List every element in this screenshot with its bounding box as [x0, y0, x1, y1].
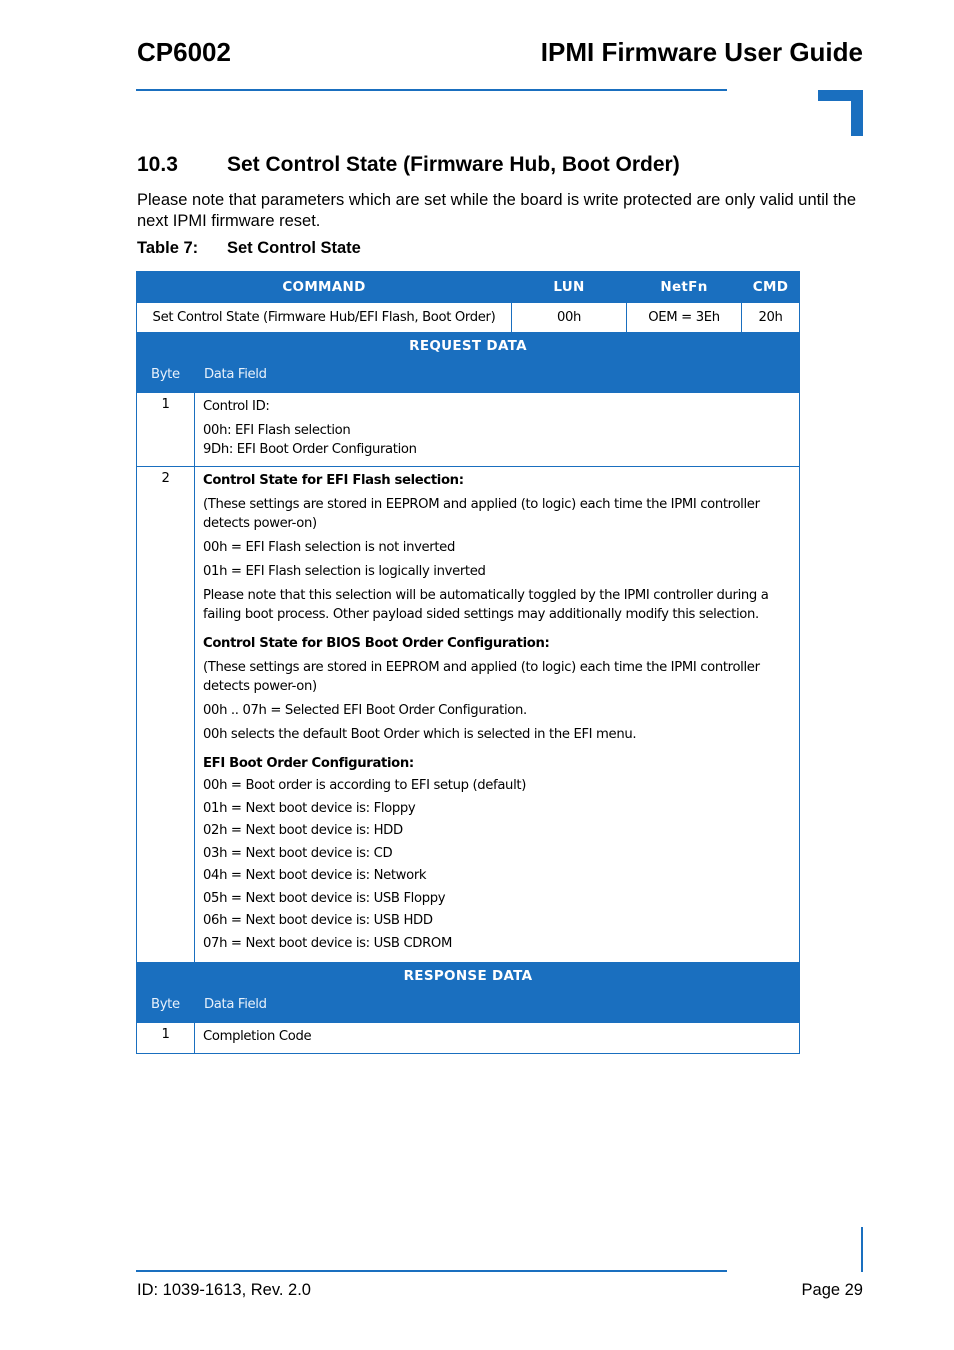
list-item: 02h = Next boot device is: HDD — [203, 823, 403, 838]
list-item: 07h = Next boot device is: USB CDROM — [203, 935, 452, 951]
corner-mark-vertical — [851, 90, 863, 136]
response-data-title: RESPONSE DATA — [403, 968, 533, 984]
response-col-field: Data Field — [204, 997, 267, 1012]
field-line: 00h: EFI Flash selection — [203, 423, 351, 438]
list-item: 04h = Next boot device is: Network — [203, 868, 427, 883]
response-header — [137, 963, 800, 1023]
doc-id: CP6002 — [137, 37, 231, 67]
footer-doc-id: ID: 1039-1613, Rev. 2.0 — [137, 1281, 311, 1299]
list-item: 00h = Boot order is according to EFI setup (default) — [203, 778, 526, 793]
field-line: 9Dh: EFI Boot Order Configuration — [203, 442, 417, 457]
byte-cell: 1 — [137, 1023, 195, 1054]
col-lun: LUN — [512, 272, 627, 303]
field-heading: EFI Boot Order Configuration: — [203, 756, 414, 771]
list-item: 01h = Next boot device is: Floppy — [203, 800, 416, 816]
request-header — [137, 333, 800, 393]
field-line: 00h = EFI Flash selection is not inverted — [203, 540, 455, 555]
byte-cell: 2 — [137, 467, 195, 963]
command-lun: 00h — [512, 303, 627, 333]
field-note: (These settings are stored in EEPROM and applied (to logic) each time the IPMI controller detects power-on) — [203, 660, 760, 694]
field-line: 00h selects the default Boot Order which is selected in the EFI menu. — [203, 727, 637, 742]
page-number: Page 29 — [801, 1281, 863, 1299]
footer-corner-mark — [861, 1227, 863, 1272]
field-line: Completion Code — [203, 1029, 312, 1044]
table-row — [137, 393, 800, 467]
field-note: Please note that this selection will be automatically toggled by the IPMI controller during a failing boot process. Other payload sided settings may additionally modify this selection. — [203, 588, 769, 622]
field-note: (These settings are stored in EEPROM and applied (to logic) each time the IPMI controller detects power-on) — [203, 497, 760, 531]
data-field-cell — [195, 1023, 800, 1054]
field-heading: Control State for BIOS Boot Order Configuration: — [203, 636, 550, 651]
list-item: 06h = Next boot device is: USB HDD — [203, 913, 433, 928]
request-col-field: Data Field — [204, 367, 267, 382]
field-line: 01h = EFI Flash selection is logically inverted — [203, 564, 486, 579]
table-row — [137, 467, 800, 963]
col-cmd: CMD — [742, 272, 800, 303]
header-rule — [136, 89, 727, 91]
data-field-cell — [195, 393, 800, 467]
table-caption — [137, 239, 361, 258]
doc-title: IPMI Firmware User Guide — [540, 37, 863, 67]
command-cmd: 20h — [742, 303, 800, 333]
table-row — [137, 1023, 800, 1054]
section-title: Set Control State (Firmware Hub, Boot Order) — [227, 153, 680, 176]
data-field-cell — [195, 467, 800, 963]
request-col-byte: Byte — [151, 367, 180, 382]
section-number: 10.3 — [137, 153, 178, 176]
col-command: COMMAND — [137, 272, 512, 303]
table-header-row — [137, 272, 800, 303]
response-col-byte: Byte — [151, 997, 180, 1012]
col-netfn: NetFn — [627, 272, 742, 303]
footer-rule — [136, 1270, 727, 1272]
command-name: Set Control State (Firmware Hub/EFI Flash, Boot Order) — [137, 303, 512, 333]
request-data-title: REQUEST DATA — [409, 338, 527, 354]
command-row — [137, 303, 800, 333]
byte-cell: 1 — [137, 393, 195, 467]
field-heading: Control State for EFI Flash selection: — [203, 473, 464, 488]
intro-paragraph: Please note that parameters which are set while the board is write protected are only valid until the next IPMI firmware reset. — [137, 191, 857, 230]
command-netfn: OEM = 3Eh — [627, 303, 742, 333]
table-caption-label: Table 7: — [137, 239, 199, 257]
set-control-state-table — [136, 271, 800, 1054]
list-item: 05h = Next boot device is: USB Floppy — [203, 890, 446, 906]
field-line: Control ID: — [203, 399, 270, 414]
table-caption-title: Set Control State — [227, 239, 361, 257]
list-item: 03h = Next boot device is: CD — [203, 845, 393, 861]
field-line: 00h .. 07h = Selected EFI Boot Order Configuration. — [203, 703, 527, 718]
